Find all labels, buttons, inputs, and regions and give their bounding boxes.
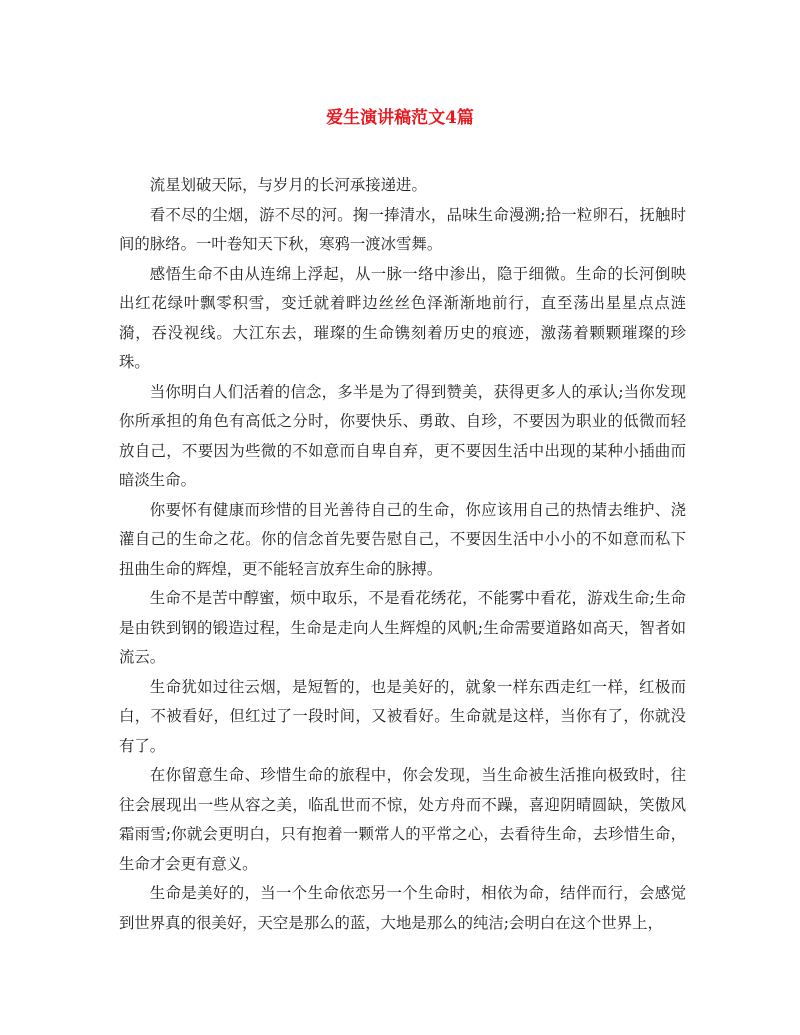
document-title: 爱生演讲稿范文4篇 [326,108,474,128]
paragraph: 在你留意生命、珍惜生命的旅程中，你会发现，当生命被生活推向极致时，往往会展现出一些从容之美，临乱世而不惊，处方舟而不躁，喜迎阴晴圆缺，笑傲风霜雨雪;你就会更明白，只有抱着一颗常人的平常之心，去看待生命，去珍惜生命，生命才会更有意义。 [119,766,686,873]
paragraph: 看不尽的尘烟，游不尽的河。掬一捧清水，品味生命漫溯;拾一粒卵石，抚触时间的脉络。一叶卷知天下秋，寒鸦一渡冰雪舞。 [119,205,686,253]
paragraph: 流星划破天际，与岁月的长河承接递进。 [149,176,427,194]
paragraph: 生命犹如过往云烟，是短暂的，也是美好的，就象一样东西走红一样，红极而白，不被看好，但红过了一段时间，又被看好。生命就是这样，当你有了，你就没有了。 [119,677,686,755]
paragraph: 生命不是苦中醇蜜，烦中取乐，不是看花绣花，不能雾中看花，游戏生命;生命是由铁到钢的锻造过程，生命是走向人生辉煌的风帆;生命需要道路如高天，智者如流云。 [119,589,686,666]
paragraph: 感悟生命不由从连绵上浮起，从一脉一络中渗出，隐于细微。生命的长河倒映出红花绿叶飘零积雪，变迁就着畔边丝丝色泽渐渐地前行，直至荡出星星点点涟漪，吞没视线。大江东去，璀璨的生命镌刻着历史的痕迹，激荡着颗颗璀璨的珍珠。 [119,264,686,371]
paragraph: 当你明白人们活着的信念，多半是为了得到赞美，获得更多人的承认;当你发现你所承担的角色有高低之分时，你要快乐、勇敢、自珍，不要因为职业的低微而轻放自己，不要因为些微的不如意而自卑自弃，更不要因生活中出现的某种小插曲而暗淡生命。 [119,382,686,489]
paragraph: 你要怀有健康而珍惜的目光善待自己的生命，你应该用自己的热情去维护、浇灌自己的生命之花。你的信念首先要告慰自己，不要因生活中小小的不如意而私下扭曲生命的辉煌，更不能轻言放弃生命的脉搏。 [119,500,686,578]
document-body [119,171,686,938]
paragraph: 生命是美好的，当一个生命依恋另一个生命时，相依为命，结伴而行，会感觉到世界真的很美好，天空是那么的蓝，大地是那么的纯洁;会明白在这个世界上， [119,884,686,932]
